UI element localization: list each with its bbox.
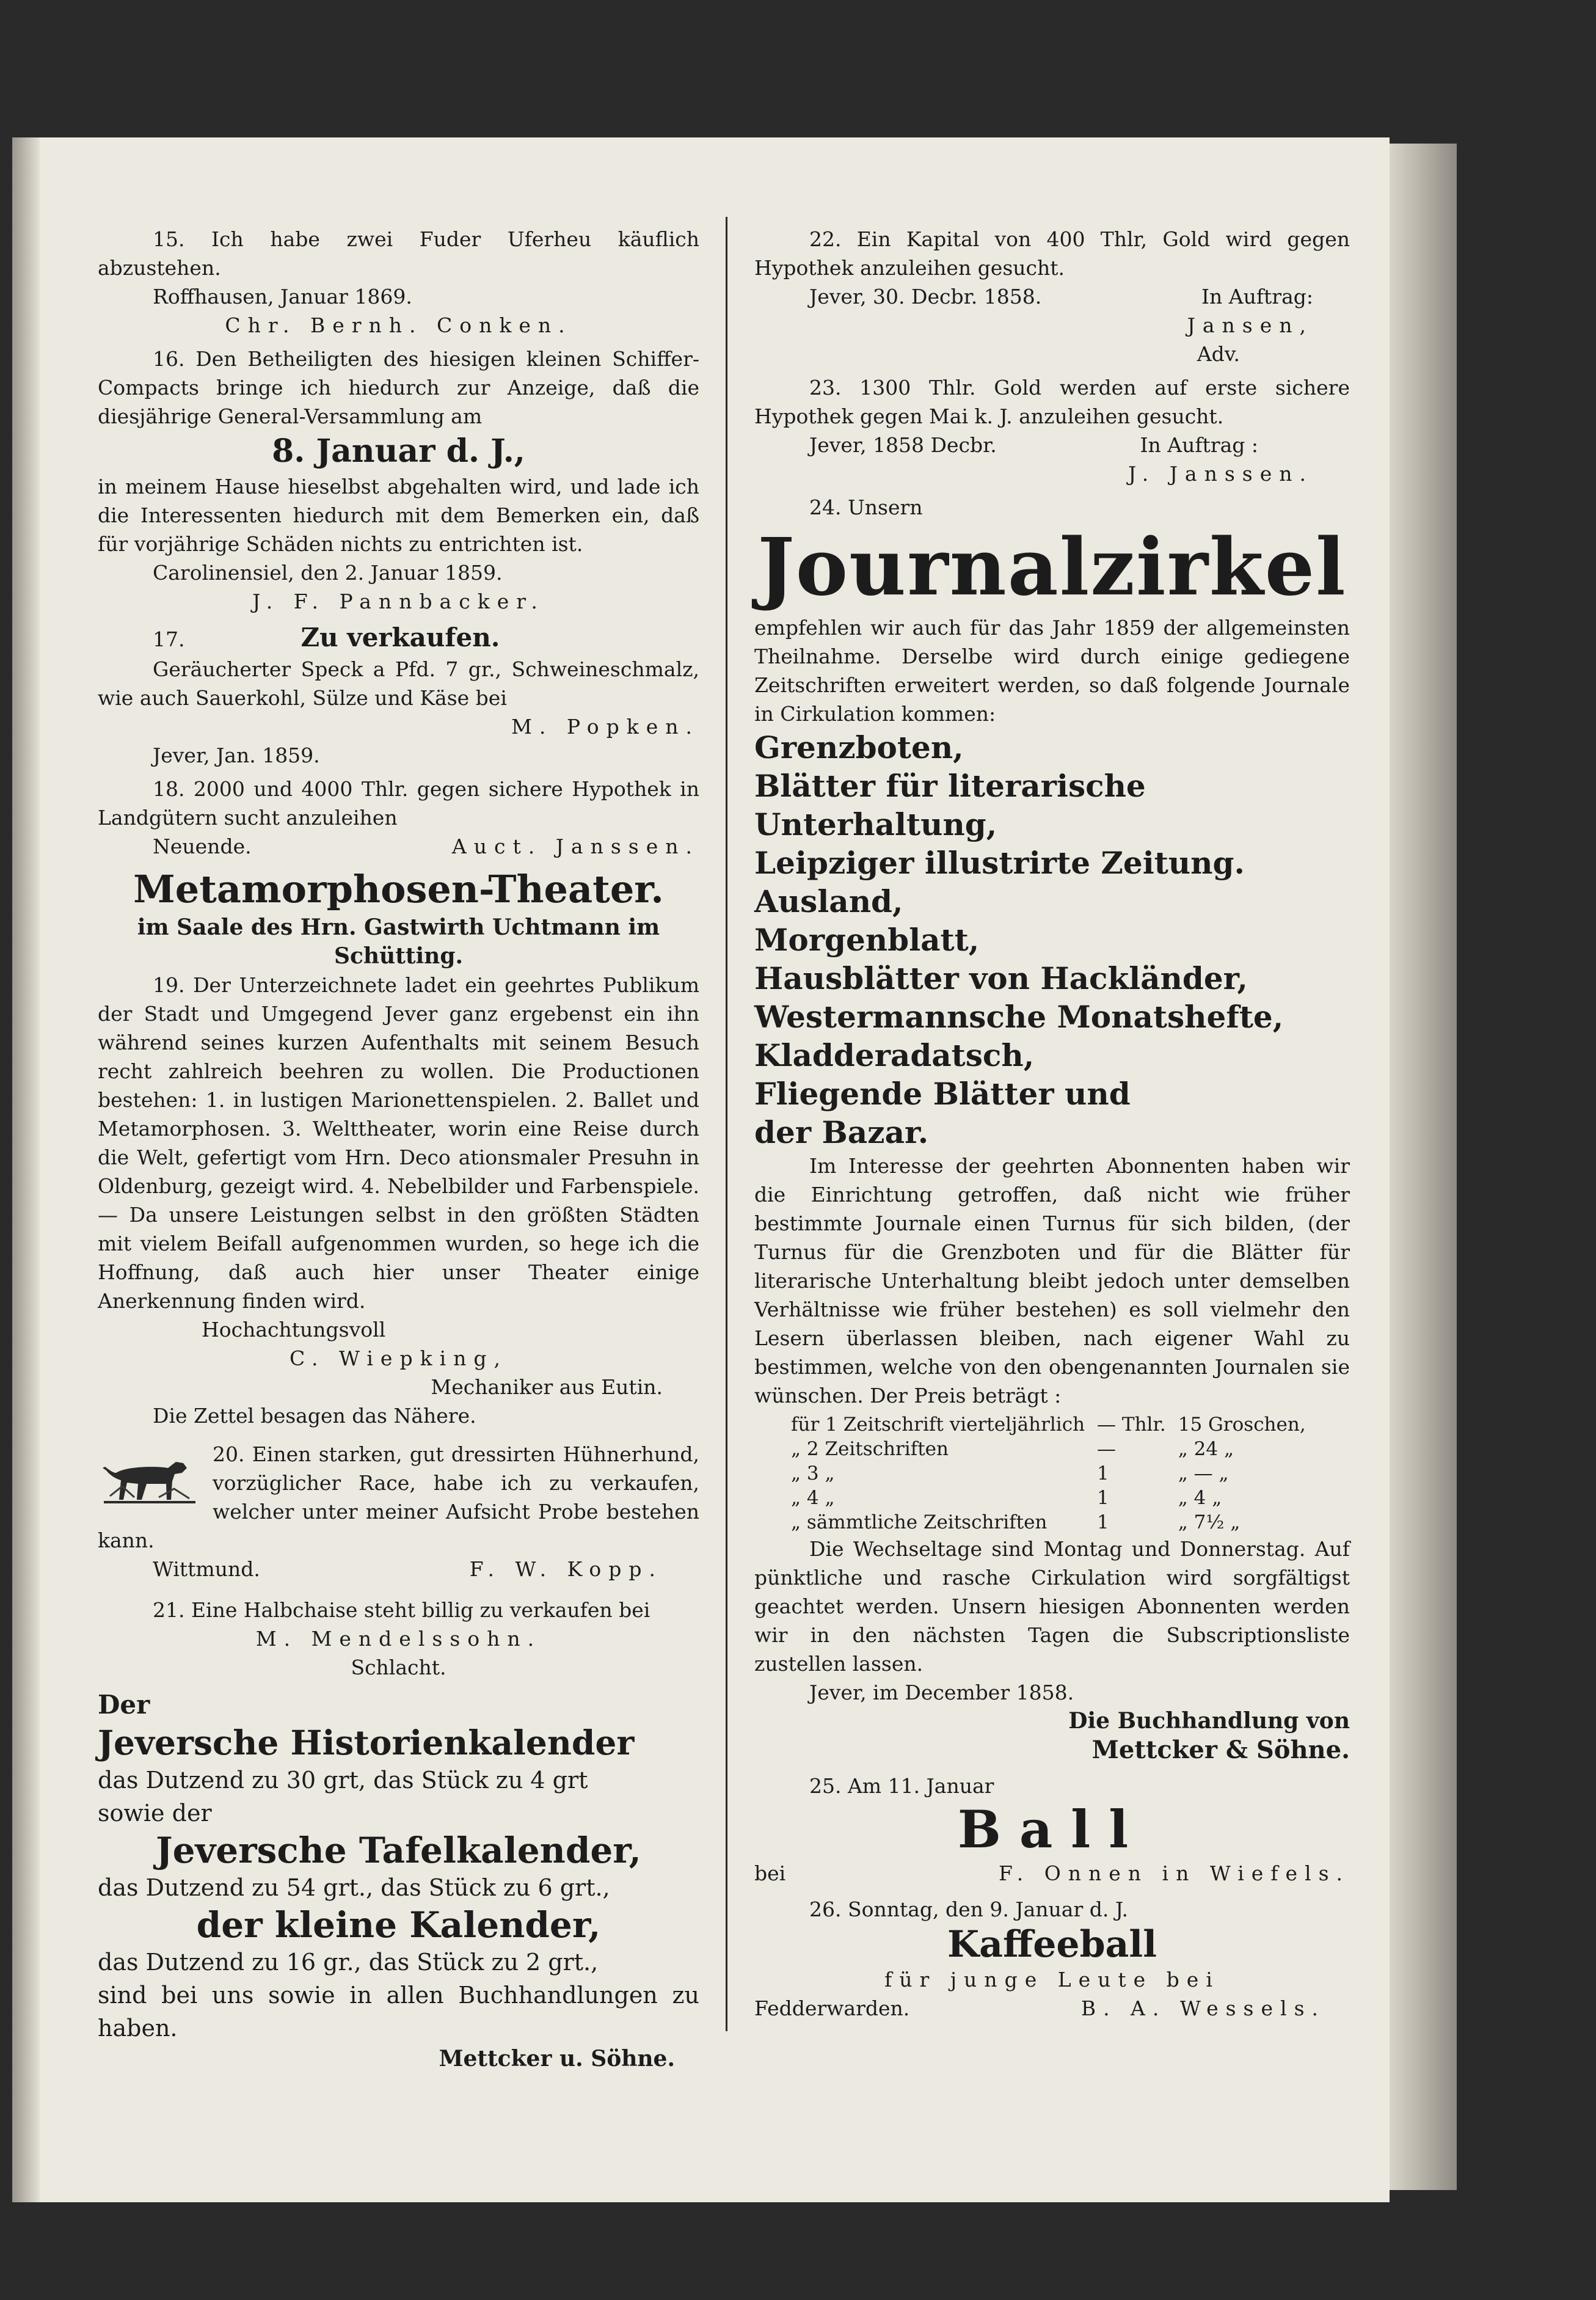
price-thlr: 1 [1097,1511,1109,1533]
journal-item: Hausblätter von Hackländer, [754,960,1248,996]
calendar-line-4: das Dutzend zu 16 gr., das Stück zu 2 grt., [98,1949,599,1976]
price-row [785,1437,1312,1461]
ad-15-place: Roffhausen, Januar 1869. [153,285,412,308]
book-page-edge [1390,144,1457,2190]
ad-25-intro: 25. Am 11. Januar [809,1774,994,1798]
ad-17-text: Geräucherter Speck a Pfd. 7 gr., Schweineschmalz, wie auch Sauerkohl, Sülze und Käse bei [98,657,699,710]
ad-26-signature: B. A. Wessels. [1080,1996,1325,2020]
price-gr: „ 7½ „ [1178,1511,1241,1533]
ad-26-intro: 26. Sonntag, den 9. Januar d. J. [809,1897,1128,1921]
ad-24-signature: Die Buchhandlung von [1068,1708,1350,1734]
ad-21-text: 21. Eine Halbchaise steht billig zu verkaufen bei [153,1598,650,1622]
ad-17-heading: Zu verkaufen. [301,622,500,652]
ad-26-title: Kaffeeball [947,1923,1157,1966]
ad-19-note: Die Zettel besagen das Nähere. [153,1404,476,1428]
price-row [785,1461,1312,1486]
price-row [785,1412,1312,1437]
ad-25-signature: F. Onnen in Wiefels. [998,1861,1350,1885]
journal-item: der Bazar. [754,1114,929,1150]
ad-17 [98,621,699,770]
ad-22-signature: Jansen, [1187,313,1313,337]
price-thlr: — Thlr. [1097,1414,1166,1436]
price-label: „ 2 Zeitschriften [791,1438,949,1460]
ad-18-signature: Auct. Janssen. [451,834,699,858]
ad-15-text: 15. Ich habe zwei Fuder Uferheu käuflich abzustehen. [98,227,699,280]
ad-19-signature: C. Wiepking, [289,1346,508,1370]
ad-24-text2: Im Interesse der geehrten Abonnenten haben wir die Einrichtung getroffen, daß nicht wie früher bestimmte Journale einen Turnus für sich bilden, (der Turnus für die Grenzboten und für die Blätter für literarische Unterhaltung bleibt jedoch unter demselben Verhältnisse wie früher bestehen) es soll vielmehr den Lesern überlassen bleiben, nach eigener Wahl zu bestimmen, welche von den obengenannten Journalen sie wünschen. Der Preis beträgt : [754,1154,1350,1407]
ad-18-text: 18. 2000 und 4000 Thlr. gegen sichere Hypothek in Landgütern sucht anzuleihen [98,777,699,830]
price-label: „ sämmtliche Zeitschriften [791,1511,1048,1533]
price-thlr: 1 [1097,1487,1109,1509]
ad-19 [98,866,699,1430]
calendar-title-klein: der kleine Kalender, [196,1904,601,1946]
price-label: „ 3 „ [791,1462,835,1484]
ad-23-signature: J. Janssen. [1128,462,1313,486]
ad-25-bei: bei [754,1861,786,1885]
ad-23-place: Jever, 1858 Decbr. [809,433,997,457]
ad-26 [754,1895,1350,2023]
ad-24-signature-firm: Mettcker & Söhne. [1091,1736,1350,1764]
ad-17-place: Jever, Jan. 1859. [153,743,320,767]
journal-item: Kladderadatsch, [754,1037,1035,1073]
calendar-signature: Mettcker u. Söhne. [439,2046,675,2072]
journal-item: Ausland, [754,883,903,919]
ad-24-title: Journalzirkel [757,522,1347,613]
price-thlr: — [1097,1438,1117,1460]
ad-24-text: empfehlen wir auch für das Jahr 1859 der allgemeinsten Theilnahme. Derselbe wird durch einige gediegene Zeitschriften erweitert werden, so daß folgende Journale in Cirkulation kommen: [754,616,1350,726]
ad-16-text2: in meinem Hause hieselbst abgehalten wird, und lade ich die Interessenten hiedurch mit dem Bemerken ein, daß für vorjährige Schäden nichts zu entrichten ist. [98,475,699,556]
ad-17-number: 17. [153,627,185,651]
ad-22-signature-title: Adv. [1197,342,1240,366]
calendar-title-historien: Jeversche Historienkalender [98,1723,635,1762]
ad-18 [98,775,699,861]
ad-16-place: Carolinensiel, den 2. Januar 1859. [153,561,503,585]
ad-24-intro: 24. Unsern [809,495,923,519]
journal-item: Westermannsche Monatshefte, [754,999,1284,1035]
journal-item: Morgenblatt, [754,922,980,958]
ad-22-auftrag: In Auftrag: [1201,285,1313,308]
ad-15-signature: Chr. Bernh. Conken. [225,313,572,337]
ad-24-text3: Die Wechseltage sind Montag und Donnerstag. Auf pünktliche und rasche Cirkulation wird sorgfältigst geachtet werden. Unsern hiesigen Abonnenten werden wir in den nächsten Tagen die Subscriptionsliste zustellen lassen. [754,1537,1350,1676]
ad-26-place: Fedderwarden. [754,1996,910,2020]
price-row [785,1486,1312,1510]
ad-19-title: Metamorphosen-Theater. [133,867,664,911]
ad-18-place: Neuende. [153,834,252,858]
ad-21-signature-place: Schlacht. [351,1656,446,1679]
ad-16-date: 8. Januar d. J., [272,433,525,470]
journal-item: Fliegende Blätter und [754,1076,1131,1112]
ad-20-text: 20. Einen starken, gut dressirten Hühnerhund, vorzüglicher Race, habe ich zu verkaufen, welcher unter meiner Aufsicht Probe bestehen kann. [98,1442,699,1552]
journal-item: Grenzboten, [754,729,964,765]
price-label: „ 4 „ [791,1487,835,1509]
ad-22-text: 22. Ein Kapital von 400 Thlr, Gold wird gegen Hypothek anzuleihen gesucht. [754,227,1350,280]
price-row [785,1510,1312,1535]
ad-17-signature: M. Popken. [511,715,699,739]
ad-19-closing: Hochachtungsvoll [202,1318,386,1342]
calendar-ad [98,1688,699,2073]
price-thlr: 1 [1097,1462,1109,1484]
column-divider [726,217,727,2031]
price-gr: „ — „ [1178,1462,1229,1484]
price-gr: 15 Groschen, [1178,1414,1306,1436]
left-column [98,220,699,2073]
page-gutter [12,137,40,2202]
ad-22 [754,225,1350,368]
ad-16-signature: J. F. Pannbacker. [252,590,545,613]
journal-item: Leipziger illustrirte Zeitung. [754,845,1245,881]
calendar-der: Der [98,1690,150,1720]
calendar-line-1: das Dutzend zu 30 grt, das Stück zu 4 grt [98,1767,588,1794]
ad-19-subtitle: im Saale des Hrn. Gastwirth Uchtmann im Schütting. [137,915,660,969]
ad-16-text: 16. Den Betheiligten des hiesigen kleinen Schiffer-Compacts bringe ich hiedurch zur Anzeige, daß die diesjährige General-Versammlung am [98,347,699,428]
price-gr: „ 4 „ [1178,1487,1222,1509]
ad-21 [98,1596,699,1682]
hunting-dog-icon [98,1444,202,1511]
calendar-line-3: das Dutzend zu 54 grt., das Stück zu 6 grt., [98,1874,610,1901]
calendar-title-tafel: Jeversche Tafelkalender, [156,1830,641,1871]
price-gr: „ 24 „ [1178,1438,1234,1460]
ad-23-text: 23. 1300 Thlr. Gold werden auf erste sichere Hypothek gegen Mai k. J. anzuleihen gesucht. [754,376,1350,428]
ad-23-auftrag: In Auftrag : [1140,433,1258,457]
price-label: für 1 Zeitschrift vierteljährlich [791,1414,1085,1436]
ad-23 [754,373,1350,488]
ad-19-text: 19. Der Unterzeichnete ladet ein geehrtes Publikum der Stadt und Umgegend Jever ganz ergebenst ein ihn während seines kurzen Aufenthalts mit seinem Besuch recht zahlreich beehren zu wollen. Die Productionen bestehen: 1. in lustigen Marionettenspielen. 2. Ballet und Metamorphosen. 3. Welttheater, worin eine Reise durch die Welt, gefertigt vom Hrn. Deco ationsmaler Presuhn in Oldenburg, gezeigt wird. 4. Nebelbilder und Farbenspiele. — Da unsere Leistungen selbst in den größten Städten mit vielem Beifall aufgenommen wurden, so hege ich die Hoffnung, daß auch hier unser Theater einige Anerkennung finden wird. [98,973,699,1313]
journal-item: Blätter für literarische Unterhaltung, [754,768,1146,842]
right-column [754,220,1350,2023]
ad-20-signature: F. W. Kopp. [469,1557,663,1581]
newspaper-page [12,137,1390,2202]
ad-26-subtitle: für junge Leute bei [884,1968,1220,1992]
ad-21-signature: M. Mendelssohn. [255,1627,542,1651]
ad-25-title: Ball [957,1799,1147,1860]
ad-22-place: Jever, 30. Decbr. 1858. [809,285,1042,308]
ad-20 [98,1440,699,1583]
journal-list [754,728,1350,1152]
ad-19-signature-title: Mechaniker aus Eutin. [431,1375,663,1399]
ad-24 [754,493,1350,1764]
calendar-line-2: sowie der [98,1800,212,1827]
ad-15 [98,225,699,340]
ad-16 [98,345,699,616]
price-table [785,1412,1312,1535]
calendar-line-5: sind bei uns sowie in allen Buchhandlungen zu haben. [98,1982,699,2042]
ad-20-place: Wittmund. [153,1557,260,1581]
ad-25 [754,1772,1350,1888]
ad-24-place: Jever, im December 1858. [809,1681,1074,1704]
